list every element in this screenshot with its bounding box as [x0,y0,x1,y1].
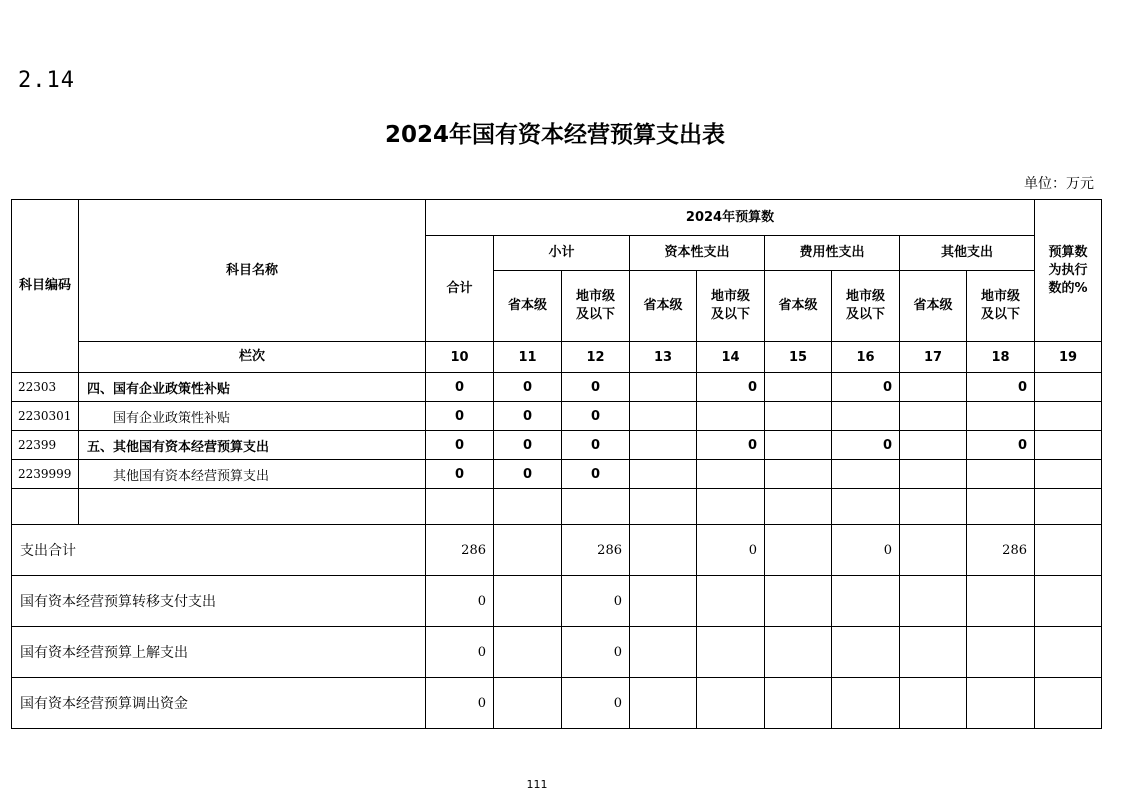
col-index-label: 栏次 [79,342,426,373]
unit-label: 单位：万元 [1024,176,1094,192]
cell-value: 0 [494,373,562,402]
cell-value [765,373,832,402]
cell-value: 0 [562,373,630,402]
cell-value [900,373,967,402]
cell-value [967,489,1035,525]
cell-value [697,678,765,729]
header-local: 地市级及以下 [832,271,900,342]
cell-value [832,402,900,431]
cell-value [1035,678,1102,729]
row-code: 2230301 [12,402,79,431]
cell-value: 0 [494,431,562,460]
cell-value [967,678,1035,729]
header-local: 地市级及以下 [697,271,765,342]
cell-value [765,678,832,729]
cell-value [900,431,967,460]
cell-value [1035,627,1102,678]
cell-value [630,460,697,489]
cell-value: 0 [697,431,765,460]
table-row [12,489,1102,525]
cell-value [562,489,630,525]
summary-row [12,678,1102,729]
cell-value [900,576,967,627]
table-row [12,373,1102,402]
cell-value [765,431,832,460]
row-name [79,489,426,525]
header-local: 地市级及以下 [967,271,1035,342]
cell-value [832,489,900,525]
cell-value: 0 [967,373,1035,402]
cell-value [765,627,832,678]
row-name: 其他国有资本经营预算支出 [79,460,426,489]
cell-value [765,402,832,431]
summary-row [12,525,1102,576]
cell-value: 0 [426,431,494,460]
cell-value [630,402,697,431]
cell-value: 0 [697,373,765,402]
cell-value [832,576,900,627]
cell-value: 286 [562,525,630,576]
cell-value: 0 [426,627,494,678]
cell-value [630,373,697,402]
col-number: 14 [697,342,765,373]
header-provincial: 省本级 [630,271,697,342]
row-code: 2239999 [12,460,79,489]
header-other: 其他支出 [900,236,1035,271]
cell-value [900,460,967,489]
section-number: 2.14 [18,68,75,93]
cell-value: 0 [494,460,562,489]
col-number: 12 [562,342,630,373]
cell-value [697,576,765,627]
header-capital: 资本性支出 [630,236,765,271]
col-number: 13 [630,342,697,373]
header-local: 地市级及以下 [562,271,630,342]
cell-value: 0 [426,373,494,402]
cell-value [1035,489,1102,525]
cell-value [1035,402,1102,431]
cell-value [697,460,765,489]
header-expense: 费用性支出 [765,236,900,271]
cell-value: 0 [562,402,630,431]
row-name: 五、其他国有资本经营预算支出 [79,431,426,460]
cell-value: 0 [832,373,900,402]
cell-value: 286 [426,525,494,576]
cell-value [630,489,697,525]
col-number: 15 [765,342,832,373]
header-exec-pct: 预算数为执行数的% [1035,200,1102,342]
header-total: 合计 [426,236,494,342]
summary-row [12,627,1102,678]
header-name: 科目名称 [79,200,426,342]
cell-value [630,431,697,460]
cell-value [426,489,494,525]
row-code: 22303 [12,373,79,402]
cell-value [967,460,1035,489]
col-number: 10 [426,342,494,373]
cell-value [832,627,900,678]
summary-label: 国有资本经营预算调出资金 [12,678,426,729]
cell-value [494,678,562,729]
cell-value [832,678,900,729]
table-row [12,431,1102,460]
summary-row [12,576,1102,627]
col-number: 18 [967,342,1035,373]
summary-label: 国有资本经营预算转移支付支出 [12,576,426,627]
page-title: 2024年国有资本经营预算支出表 [384,122,725,148]
cell-value [1035,576,1102,627]
cell-value: 0 [426,576,494,627]
cell-value [900,678,967,729]
cell-value: 0 [426,678,494,729]
cell-value [697,489,765,525]
cell-value [630,627,697,678]
cell-value: 0 [967,431,1035,460]
col-number: 11 [494,342,562,373]
row-name: 国有企业政策性补贴 [79,402,426,431]
cell-value [1035,373,1102,402]
row-name: 四、国有企业政策性补贴 [79,373,426,402]
cell-value [630,678,697,729]
table-row [12,460,1102,489]
cell-value [967,402,1035,431]
cell-value [1035,431,1102,460]
cell-value: 0 [562,460,630,489]
cell-value [494,627,562,678]
cell-value: 0 [426,402,494,431]
cell-value [630,525,697,576]
cell-value [900,402,967,431]
col-number: 16 [832,342,900,373]
cell-value [765,576,832,627]
cell-value [900,489,967,525]
page-number: 111 [526,778,548,791]
cell-value [1035,525,1102,576]
cell-value: 0 [832,431,900,460]
header-provincial: 省本级 [900,271,967,342]
cell-value [967,576,1035,627]
cell-value [900,525,967,576]
summary-label: 国有资本经营预算上解支出 [12,627,426,678]
cell-value: 0 [562,678,630,729]
cell-value [697,402,765,431]
cell-value [765,489,832,525]
header-provincial: 省本级 [494,271,562,342]
col-number: 19 [1035,342,1102,373]
header-budget-group: 2024年预算数 [426,200,1035,236]
cell-value [765,460,832,489]
cell-value: 0 [562,627,630,678]
cell-value [494,489,562,525]
cell-value [900,627,967,678]
cell-value: 0 [697,525,765,576]
cell-value: 0 [562,576,630,627]
cell-value [697,627,765,678]
summary-label: 支出合计 [12,525,426,576]
cell-value [630,576,697,627]
cell-value [765,525,832,576]
cell-value: 0 [426,460,494,489]
header-provincial: 省本级 [765,271,832,342]
cell-value [494,525,562,576]
row-code [12,489,79,525]
cell-value [832,460,900,489]
cell-value: 0 [832,525,900,576]
cell-value: 286 [967,525,1035,576]
cell-value: 0 [494,402,562,431]
table-row [12,402,1102,431]
col-number: 17 [900,342,967,373]
header-code: 科目编码 [12,200,79,373]
cell-value: 0 [562,431,630,460]
cell-value [494,576,562,627]
budget-table [11,199,1102,729]
row-code: 22399 [12,431,79,460]
cell-value [1035,460,1102,489]
cell-value [967,627,1035,678]
header-subtotal: 小计 [494,236,630,271]
